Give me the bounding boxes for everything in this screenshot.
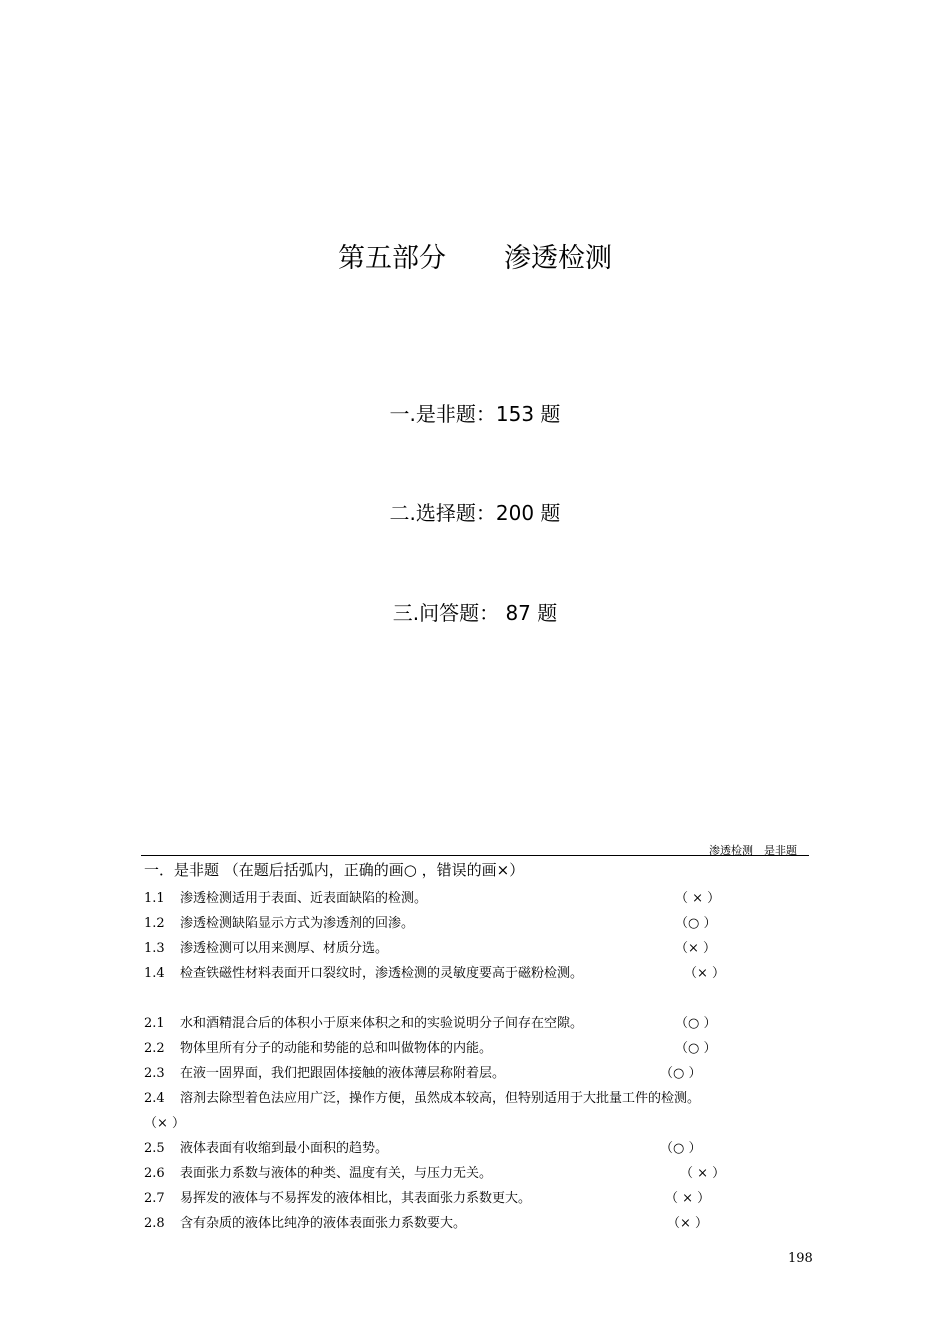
answer-mark: （× ） [675,941,717,956]
question-row: 2.4 溶剂去除型着色法应用广泛，操作方便，虽然成本较高，但特别适用于大批量工件的检测。 [144,1091,701,1106]
part-label: 第五部分 [338,243,446,274]
answer-mark: （○ ） [660,1141,702,1156]
answer-mark: （ × ） [675,891,721,906]
question-row: 2.3 在液一固界面，我们把跟固体接触的液体薄层称附着层。 [144,1066,506,1081]
section-heading: 一．是非题 （在题后括弧内，正确的画○ ，错误的画×） [144,861,525,879]
question-row: 1.3 渗透检测可以用来测厚、材质分选。 [144,941,389,956]
question-row: 1.2 渗透检测缺陷显示方式为渗透剂的回渗。 [144,916,415,931]
question-row: 2.1 水和酒精混合后的体积小于原来体积之和的实验说明分子间存在空隙。 [144,1016,584,1031]
summary-true-false: 一.是非题：153 题 [389,402,561,426]
answer-mark: （○ ） [675,1016,717,1031]
question-row: 2.2 物体里所有分子的动能和势能的总和叫做物体的内能。 [144,1041,493,1056]
answer-mark: （× ） [144,1116,186,1131]
question-row: 2.8 含有杂质的液体比纯净的液体表面张力系数要大。 [144,1216,467,1231]
answer-mark: （○ ） [675,1041,717,1056]
answer-mark: （ × ） [680,1166,726,1181]
running-header: 渗透检测 是非题 [709,844,797,857]
answer-mark: （○ ） [675,916,717,931]
question-row: 1.1 渗透检测适用于表面、近表面缺陷的检测。 [144,891,428,906]
answer-mark: （× ） [667,1216,709,1231]
question-row: 2.6 表面张力系数与液体的种类、温度有关，与压力无关。 [144,1166,493,1181]
answer-mark: （○ ） [660,1066,702,1081]
summary-multiple-choice: 二.选择题：200 题 [389,501,561,525]
question-row: 2.5 液体表面有收缩到最小面积的趋势。 [144,1141,389,1156]
question-row: 1.4 检查铁磁性材料表面开口裂纹时，渗透检测的灵敏度要高于磁粉检测。 [144,966,584,981]
summary-questions: 三.问答题： 87 题 [392,601,558,625]
part-title [0,236,950,275]
answer-mark: （× ） [684,966,726,981]
header-rule [141,855,809,856]
question-row: 2.7 易挥发的液体与不易挥发的液体相比，其表面张力系数更大。 [144,1191,532,1206]
answer-mark: （ × ） [665,1191,711,1206]
subject-label: 渗透检测 [504,243,612,274]
page-number: 198 [788,1251,813,1266]
